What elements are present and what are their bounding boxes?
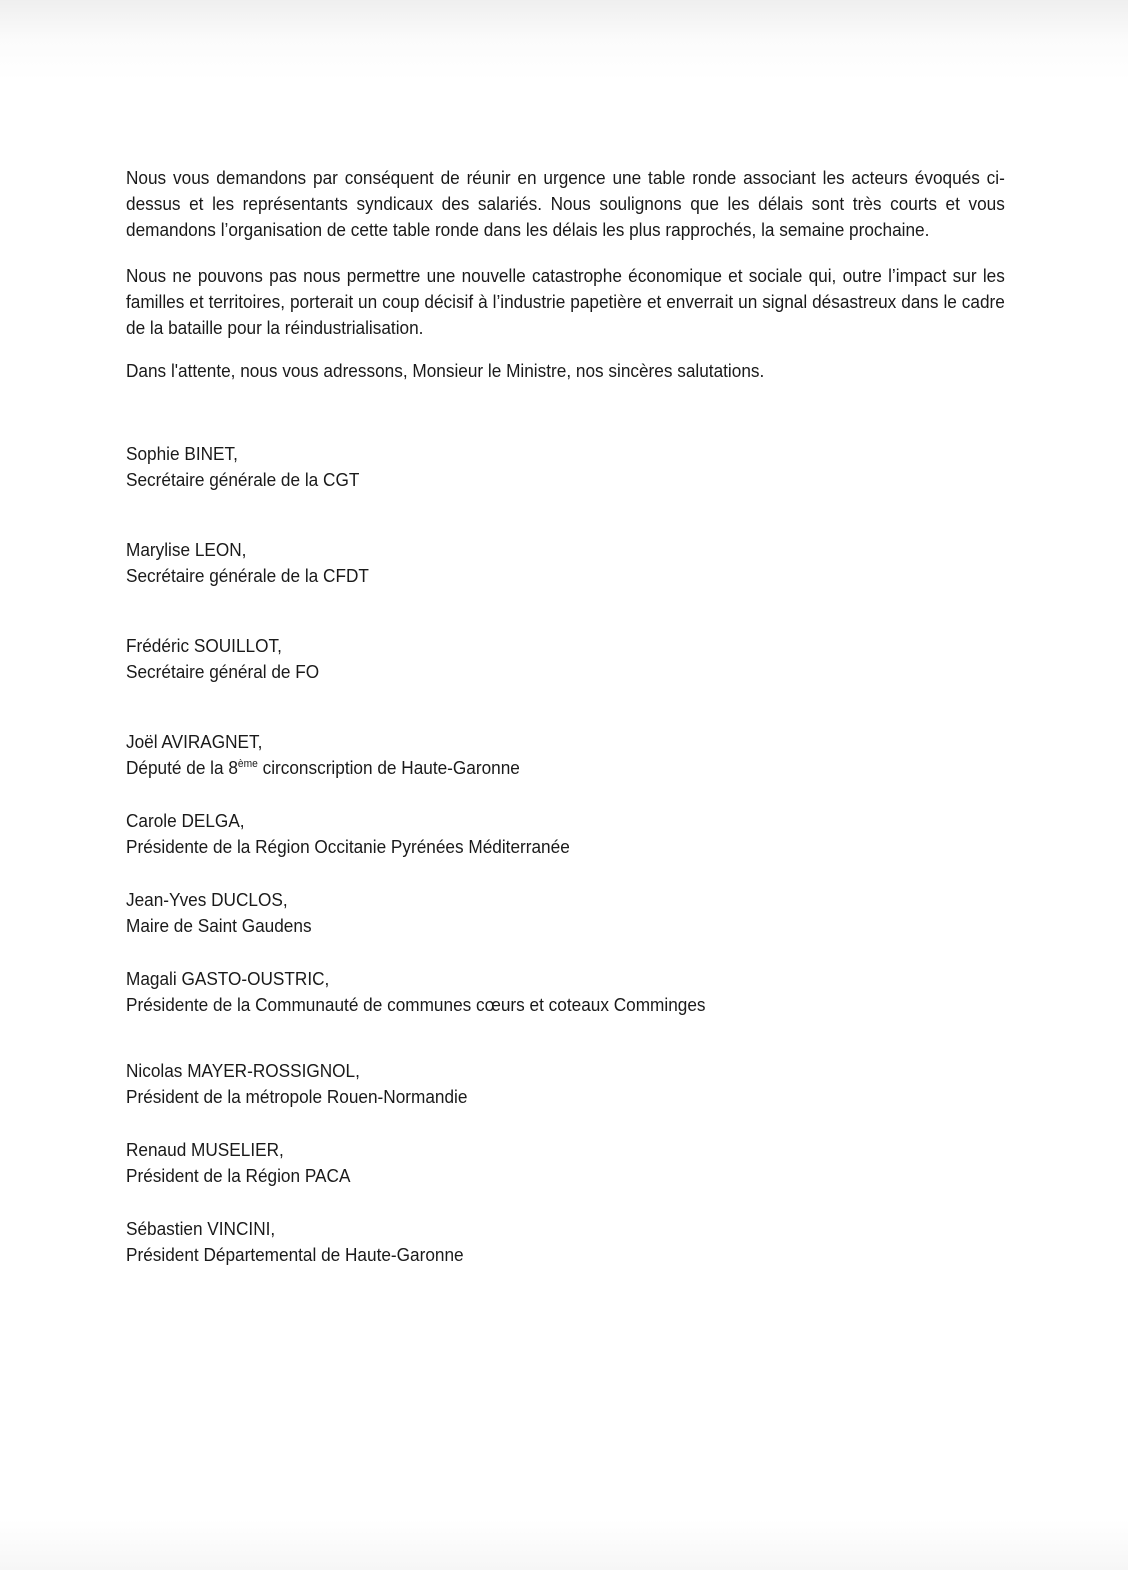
signatory-name: Frédéric SOUILLOT, [126, 635, 282, 656]
signatory-name: Magali GASTO-OUSTRIC, [126, 968, 330, 989]
signatory-block [126, 1216, 1005, 1268]
signatory-name: Jean-Yves DUCLOS, [126, 889, 288, 910]
signatory-name: Renaud MUSELIER, [126, 1139, 284, 1160]
paragraph-closing-salutation: Dans l'attente, nous vous adressons, Monsieur le Ministre, nos sincères salutations. [126, 360, 765, 381]
signatory-title: Président de la Région PACA [126, 1165, 351, 1186]
signatory-title: Secrétaire générale de la CGT [126, 469, 360, 490]
signatory-name: Marylise LEON, [126, 539, 247, 560]
signatory-block [126, 1137, 1005, 1189]
signatory-title: Secrétaire général de FO [126, 661, 320, 682]
signatory-block [126, 729, 1005, 781]
signatory-block [126, 1058, 1005, 1110]
signatory-block [126, 441, 1005, 493]
signatory-title: Secrétaire générale de la CFDT [126, 565, 369, 586]
signatory-title: Présidente de la Communauté de communes cœurs et coteaux Comminges [126, 994, 706, 1015]
signatory-name: Nicolas MAYER-ROSSIGNOL, [126, 1060, 360, 1081]
paragraph-economic-catastrophe: Nous ne pouvons pas nous permettre une nouvelle catastrophe économique et sociale qui, outre l’impact sur les familles et territoires, porterait un coup décisif à l’industrie papetière et enverrait un signal désastreux dans le cadre de la bataille pour la réindustrialisation. [126, 265, 1005, 338]
ordinal-superscript: ème [237, 758, 258, 770]
signatory-title: Président Départemental de Haute-Garonne [126, 1244, 464, 1265]
signatory-title: Présidente de la Région Occitanie Pyrénées Méditerranée [126, 836, 570, 857]
signatory-name: Sophie BINET, [126, 443, 238, 464]
signatory-block [126, 808, 1005, 860]
signatory-title [126, 755, 1005, 781]
title-prefix: Député de la 8 [126, 757, 238, 778]
letter-body [126, 165, 1005, 1268]
title-suffix: circonscription de Haute-Garonne [257, 757, 520, 778]
signatory-name: Joël AVIRAGNET, [126, 731, 263, 752]
signatory-title: Président de la métropole Rouen-Normandie [126, 1086, 468, 1107]
signatory-block [126, 537, 1005, 589]
signatory-name: Carole DELGA, [126, 810, 245, 831]
signatory-block [126, 887, 1005, 939]
paragraph-request-round-table: Nous vous demandons par conséquent de réunir en urgence une table ronde associant les acteurs évoqués ci-dessus et les représentants syndicaux des salariés. Nous soulignons que les délais sont très courts et vous demandons l’organisation de cette table ronde dans les délais les plus rapprochés, la semaine prochaine. [126, 167, 1005, 240]
signatory-title: Maire de Saint Gaudens [126, 915, 312, 936]
signatory-block [126, 633, 1005, 685]
signatory-name: Sébastien VINCINI, [126, 1218, 276, 1239]
signatory-block [126, 966, 1005, 1018]
